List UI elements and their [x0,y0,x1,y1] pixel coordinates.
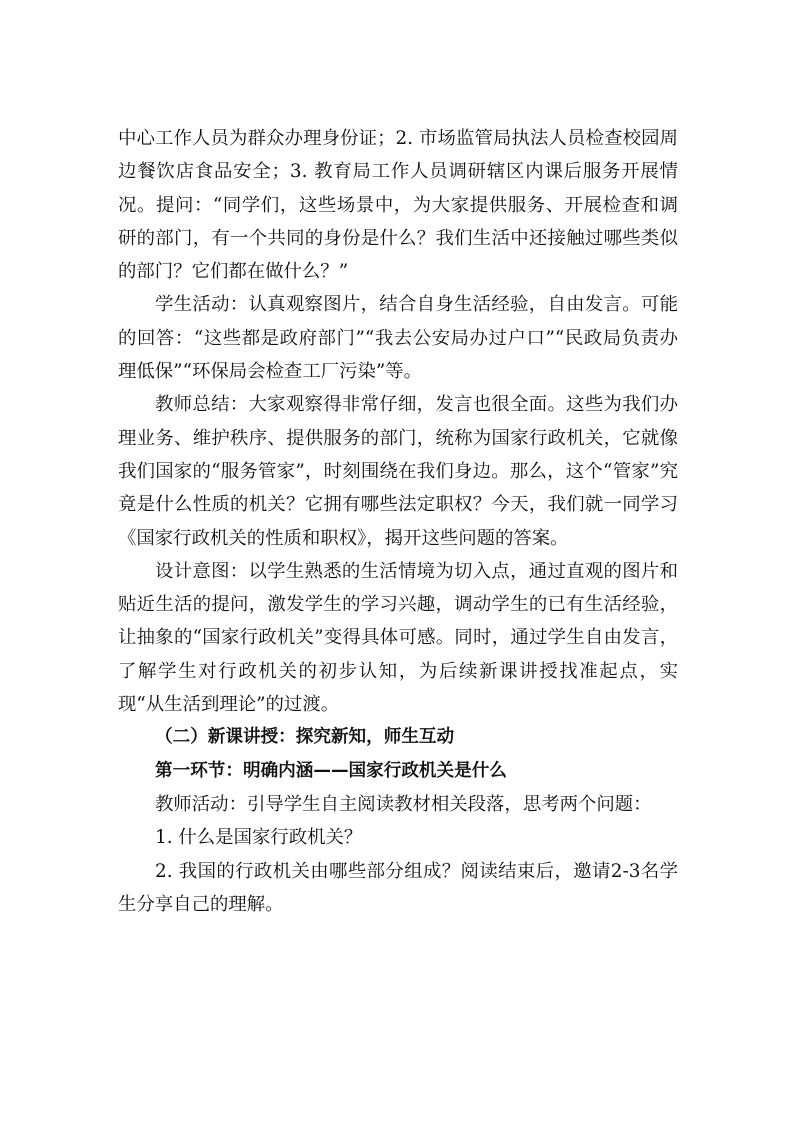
subsection-heading: 第一环节：明确内涵——国家行政机关是什么 [155,760,507,781]
question-item-2: 2. 我国的行政机关由哪些部分组成？阅读结束后，邀请2-3名学生分享自己的理解。 [118,860,678,915]
paragraph-student-activity: 学生活动：认真观察图片，结合自身生活经验，自由发言。可能的回答：“这些都是政府部门”“我去公安局办过户口”“民政局负责办理低保”“环保局会检查工厂污染”等。 [118,294,678,383]
document-body [118,122,678,921]
question-item-1: 1. 什么是国家行政机关？ [155,827,363,849]
paragraph-design-intent: 设计意图：以学生熟悉的生活情境为切入点，通过直观的图片和贴近生活的提问，激发学生的学习兴趣，调动学生的已有生活经验，让抽象的“国家行政机关”变得具体可感。同时，通过学生自由发言，了解学生对行政机关的初步认知，为后续新课讲授找准起点，实现“从生活到理论”的过渡。 [118,560,678,716]
paragraph-scenes-intro: 中心工作人员为群众办理身份证；2. 市场监管局执法人员检查校园周边餐饮店食品安全；3. 教育局工作人员调研辖区内课后服务开展情况。提问：“同学们，这些场景中，为大家提供服务、开展检查和调研的部门，有一个共同的身份是什么？我们生活中还接触过哪些类似的部门？它们都在做什么？” [118,128,678,283]
paragraph-teacher-activity: 教师活动：引导学生自主阅读教材相关段落，思考两个问题： [155,793,652,815]
paragraph-teacher-summary: 教师总结：大家观察得非常仔细，发言也很全面。这些为我们办理业务、维护秩序、提供服务的部门，统称为国家行政机关，它就像我们国家的“服务管家”，时刻围绕在我们身边。那么，这个“管家”究竟是什么性质的机关？它拥有哪些法定职权？今天，我们就一同学习《国家行政机关的性质和职权》，揭开这些问题的答案。 [118,394,678,549]
section-heading: （二）新课讲授：探究新知，师生互动 [155,727,455,748]
